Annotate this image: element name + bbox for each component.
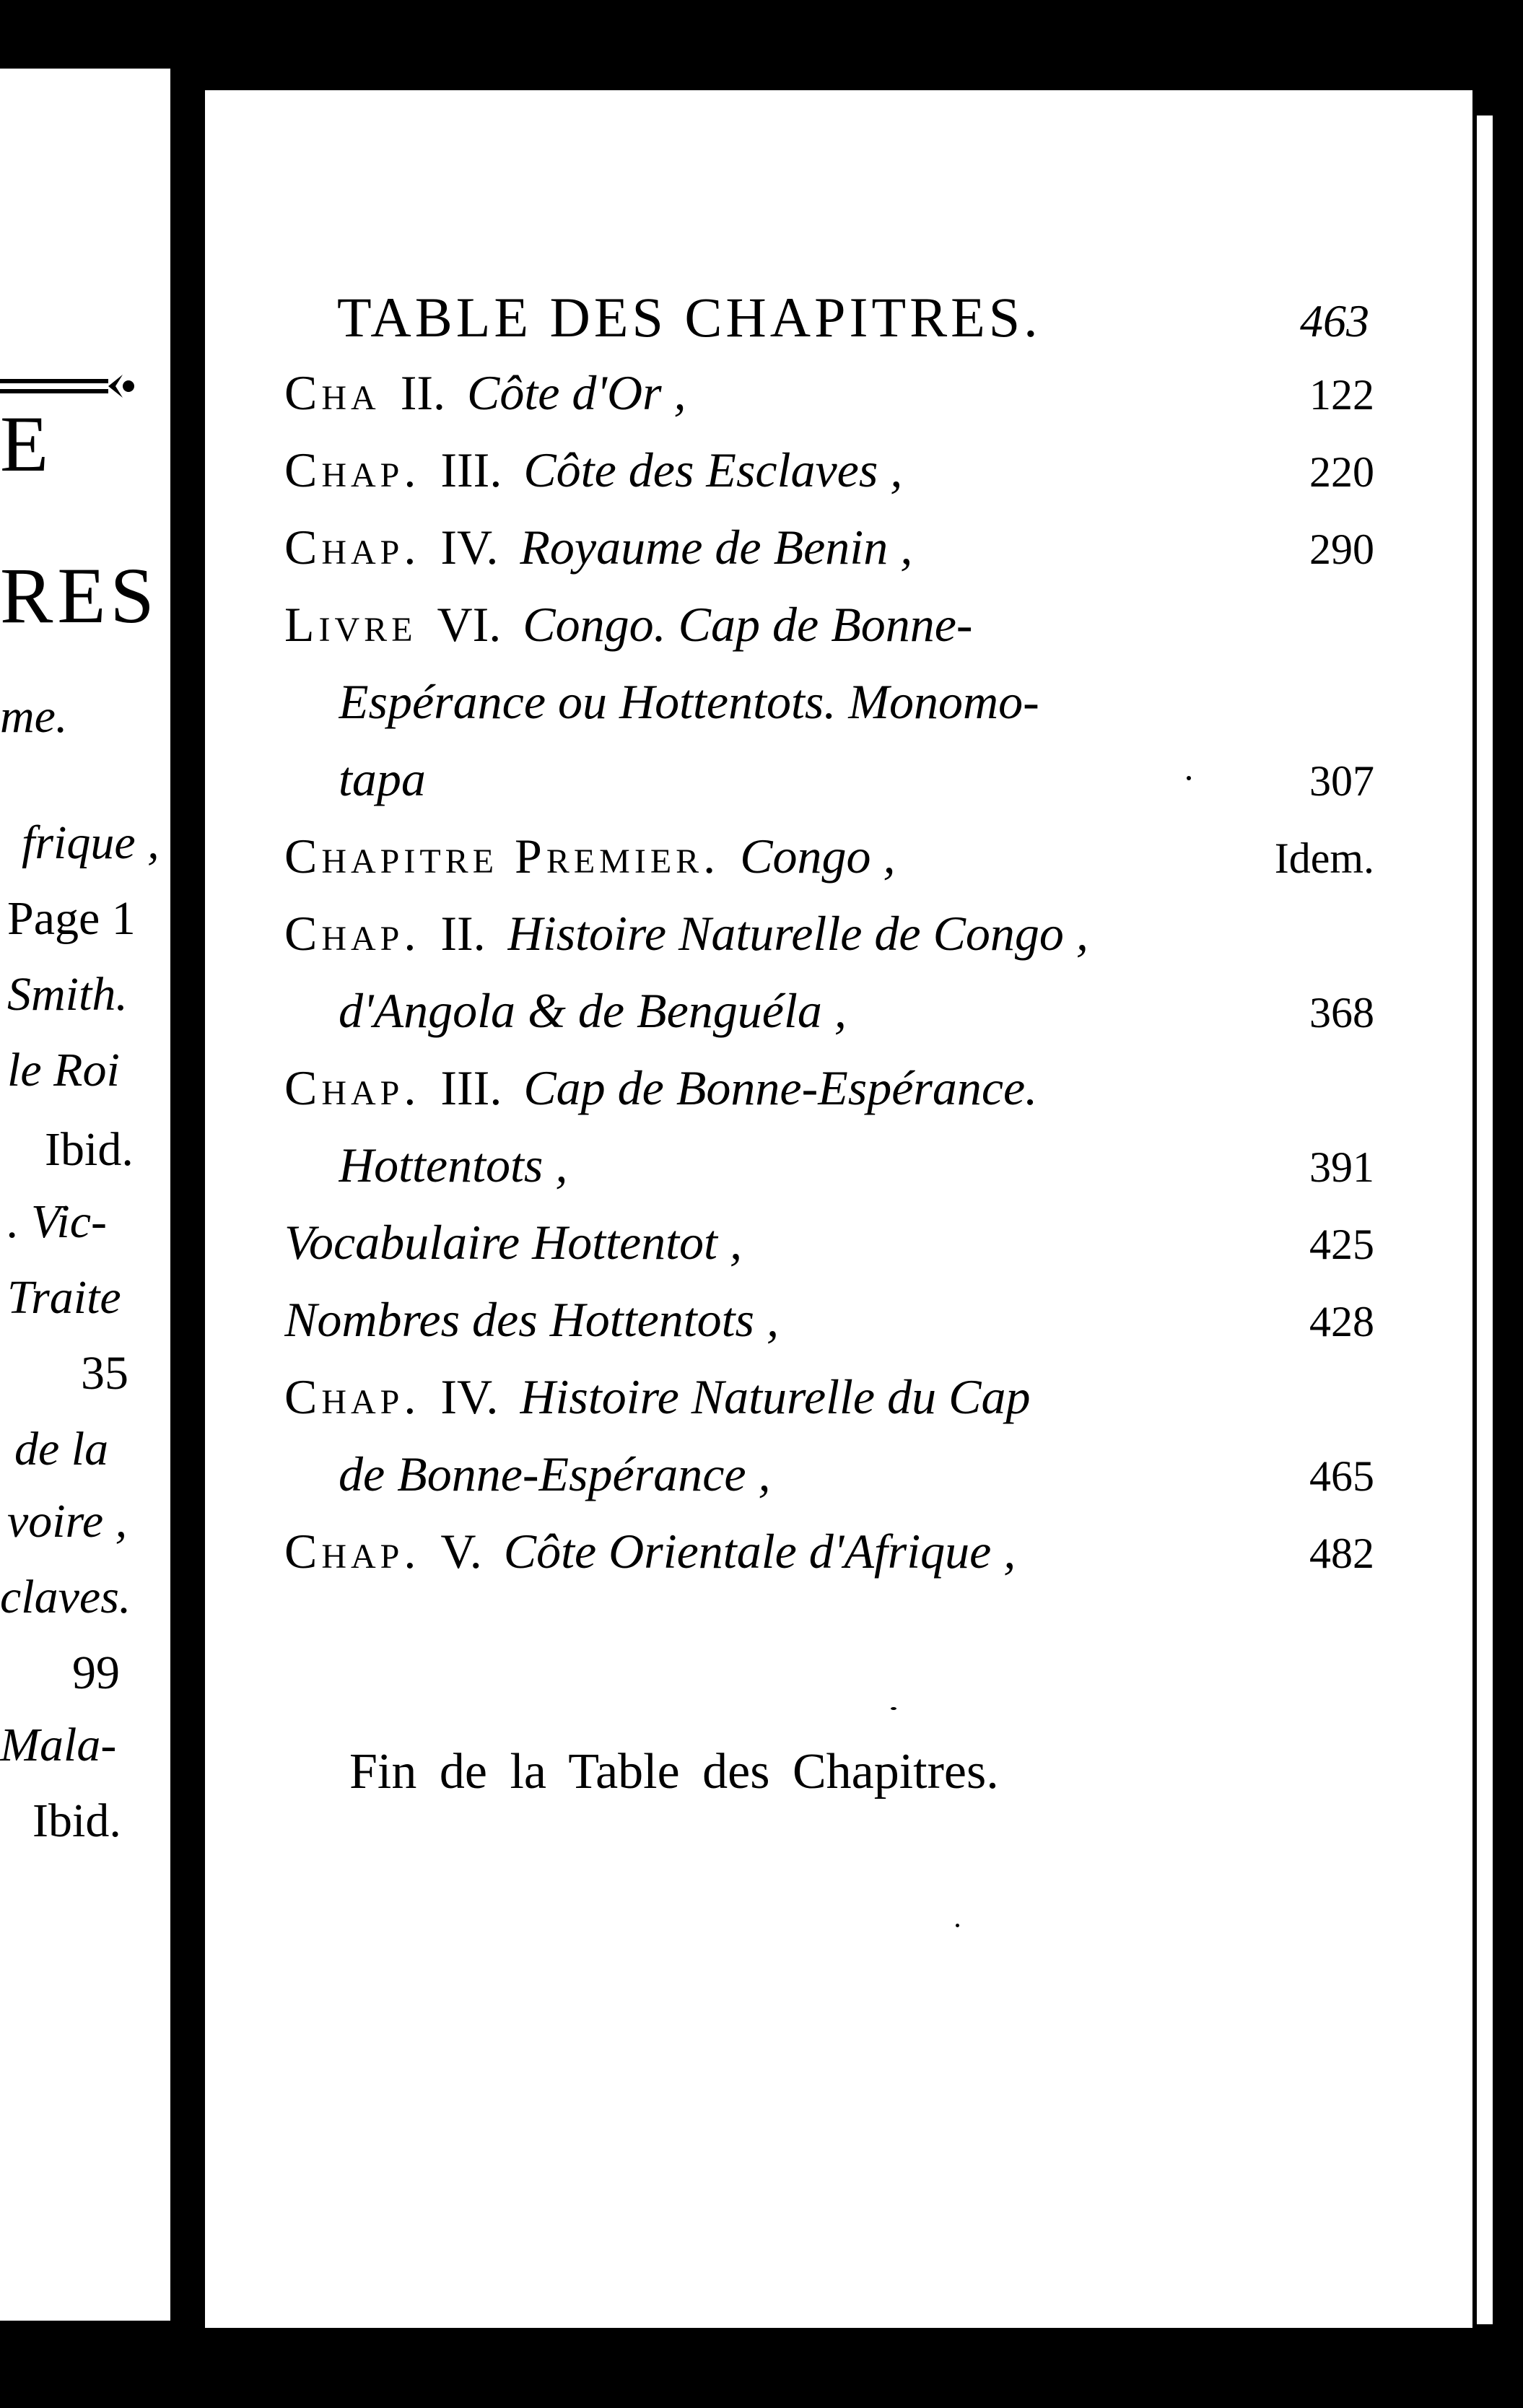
left-page-fragment: Smith. [7, 968, 128, 1021]
toc-entry-continuation [284, 1446, 1374, 1523]
chapter-label: Chap. [284, 1524, 421, 1579]
chapter-title: Royaume de Benin , [520, 520, 913, 575]
chapter-page-number: 391 [1309, 1143, 1374, 1191]
chapter-title: Côte Orientale d'Afrique , [503, 1524, 1016, 1579]
table-of-contents [284, 365, 1374, 1600]
end-of-table-note: Fin de la Table des Chapitres. [349, 1744, 999, 1800]
chapter-title: Histoire Naturelle de Congo , [507, 906, 1088, 961]
toc-entry-line [284, 1214, 1374, 1291]
toc-entry[interactable] [284, 1214, 1374, 1291]
chapter-page-number: 220 [1309, 448, 1374, 496]
chapter-title: Nombres des Hottentots , [284, 1292, 780, 1347]
toc-entry-line [284, 596, 1374, 673]
chapter-number: II. [440, 906, 486, 961]
chapter-label: Chap. [284, 906, 421, 961]
left-page-fragment: Traite [7, 1271, 121, 1324]
left-page-fragment: E [0, 400, 53, 488]
chapter-label: Chapitre Premier. [284, 829, 720, 884]
toc-entry-continuation [284, 982, 1374, 1060]
toc-entry-continuation [284, 1137, 1374, 1214]
chapter-page-number: 122 [1309, 371, 1374, 419]
toc-entry[interactable] [284, 828, 1374, 905]
chapter-number: IV. [440, 520, 499, 575]
chapter-number: VI. [437, 597, 502, 652]
left-page-fragment: Mala- [0, 1719, 117, 1771]
left-page-fragment: me. [0, 690, 68, 743]
chapter-number: II. [400, 365, 445, 420]
chapter-page-number: 465 [1309, 1452, 1374, 1500]
running-head [337, 285, 1369, 350]
book-spine-shadow [170, 69, 205, 2321]
chapter-title: Hottentots , [339, 1138, 568, 1192]
chapter-title: Congo. Cap de Bonne- [523, 597, 973, 652]
toc-entry-line [284, 442, 1374, 519]
toc-entry-line [284, 905, 1374, 982]
chapter-title: Congo , [740, 829, 896, 884]
right-page [205, 90, 1472, 2328]
left-page-fragment: le Roi [7, 1044, 120, 1096]
chapter-page-number: 368 [1309, 989, 1374, 1037]
page-edge [1472, 115, 1496, 2324]
toc-entry[interactable] [284, 1291, 1374, 1369]
chapter-label: Chap. [284, 442, 421, 497]
chapter-label: Chap. [284, 1369, 421, 1424]
toc-entry[interactable] [284, 1523, 1374, 1600]
toc-entry-line [284, 1291, 1374, 1369]
chapter-title: de Bonne-Espérance , [339, 1447, 771, 1501]
chapter-page-number: 307 [1309, 757, 1374, 805]
left-page-fragment: Ibid. [32, 1794, 121, 1847]
chapter-page-number: 482 [1309, 1530, 1374, 1577]
left-page-fragment: de la [14, 1423, 109, 1475]
chapter-number: IV. [440, 1369, 499, 1424]
chapter-label: Chap. [284, 1060, 421, 1115]
toc-entry[interactable] [284, 442, 1374, 519]
chapter-page-number: Idem. [1274, 834, 1374, 882]
paper-speck [891, 1707, 896, 1710]
left-page-fragment: . Vic- [7, 1195, 108, 1248]
chapter-title: Côte d'Or , [466, 365, 686, 420]
toc-entry[interactable] [284, 905, 1374, 1060]
chapter-page-number: 425 [1309, 1221, 1374, 1268]
left-page-fragment: voire , [7, 1495, 128, 1548]
toc-entry[interactable] [284, 1060, 1374, 1214]
left-page-fragment: 35 [81, 1347, 128, 1400]
chapter-title: d'Angola & de Benguéla , [339, 983, 847, 1038]
running-head-title: TABLE DES CHAPITRES. [337, 286, 1042, 349]
chapter-title: Vocabulaire Hottentot , [284, 1215, 742, 1270]
left-page-fragment: RES [0, 551, 159, 640]
left-page-fragment: claves. [0, 1571, 131, 1623]
toc-entry-continuation [284, 673, 1374, 751]
toc-entry[interactable] [284, 519, 1374, 596]
toc-entry-line [284, 1060, 1374, 1137]
chapter-label: Livre [284, 597, 417, 652]
toc-entry[interactable] [284, 1369, 1374, 1523]
chapter-number: III. [440, 1060, 502, 1115]
toc-entry-line [284, 1523, 1374, 1600]
chapter-page-number: 290 [1309, 525, 1374, 573]
toc-entry-line [284, 519, 1374, 596]
chapter-title: Côte des Esclaves , [523, 442, 903, 497]
toc-entry-line [284, 1369, 1374, 1446]
toc-entry-line [284, 828, 1374, 905]
toc-entry-continuation [284, 751, 1374, 828]
chapter-title: tapa [339, 751, 426, 806]
left-page-fragment: Ibid. [45, 1123, 134, 1176]
paper-speck [956, 1924, 959, 1927]
chapter-number: III. [440, 442, 502, 497]
chapter-title: Espérance ou Hottentots. Monomo- [339, 674, 1039, 729]
chapter-title: Cap de Bonne-Espérance. [523, 1060, 1038, 1115]
chapter-label: Chap. [284, 520, 421, 575]
ornament-rule-icon [0, 372, 137, 401]
toc-entry[interactable] [284, 596, 1374, 828]
toc-entry-line [284, 365, 1374, 442]
left-page-fragment: 99 [72, 1646, 120, 1699]
chapter-page-number: 428 [1309, 1298, 1374, 1345]
page-number: 463 [1300, 295, 1369, 346]
paper-speck [1187, 776, 1191, 780]
toc-entry[interactable] [284, 365, 1374, 442]
chapter-title: Histoire Naturelle du Cap [520, 1369, 1031, 1424]
chapter-label: Cha [284, 365, 380, 420]
chapter-number: V. [440, 1524, 482, 1579]
left-page-fragment: frique , [22, 816, 160, 869]
left-page-fragment: Page 1 [7, 892, 136, 945]
left-facing-page [0, 69, 170, 2321]
